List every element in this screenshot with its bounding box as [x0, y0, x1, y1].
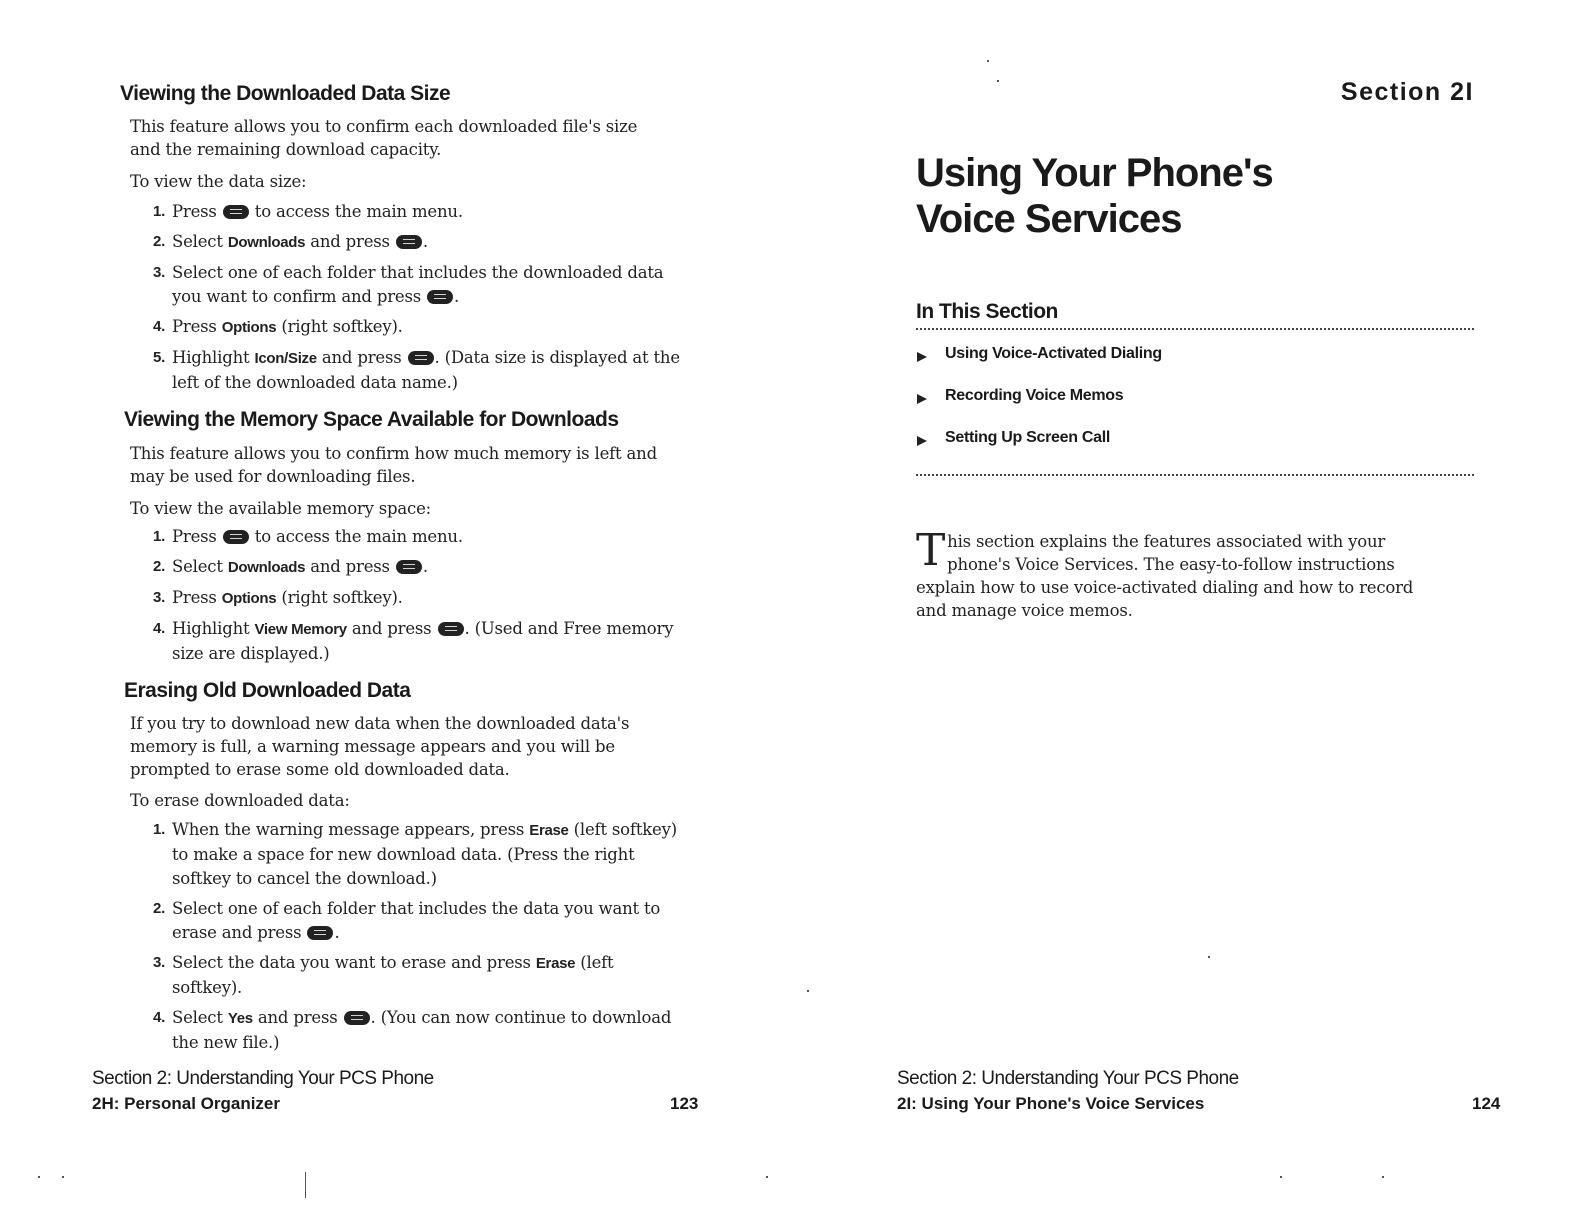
- step-item: 2. Select one of each folder that includes the data you want to erase and press .: [153, 899, 661, 942]
- step-item: 3. Select the data you want to erase and press Erase (left softkey).: [153, 953, 614, 997]
- step-item: 3. Select one of each folder that includes the downloaded data you want to confirm and press .: [153, 263, 664, 306]
- menu-ok-key-icon: [408, 351, 434, 365]
- menu-ok-key-icon: [396, 235, 422, 249]
- dotted-divider: [916, 328, 1474, 330]
- toc-item: Recording Voice Memos: [916, 387, 1162, 429]
- step-item: 4. Select Yes and press . (You can now continue to download the new file.): [153, 1008, 672, 1052]
- section-label: Section 2I: [1340, 78, 1474, 106]
- step-item: 1. Press to access the main menu.: [153, 527, 463, 546]
- footer-section: Section 2: Understanding Your PCS Phone: [92, 1068, 434, 1089]
- heading-erase-data: Erasing Old Downloaded Data: [124, 679, 411, 702]
- footer-section: Section 2: Understanding Your PCS Phone: [897, 1068, 1239, 1089]
- scan-mark: [766, 1176, 768, 1178]
- toc-item: Using Voice-Activated Dialing: [916, 345, 1162, 387]
- menu-ok-key-icon: [223, 205, 249, 219]
- triangle-bullet-icon: [917, 352, 927, 362]
- menu-ok-key-icon: [427, 290, 453, 304]
- lead-view-data-size: To view the data size:: [130, 172, 307, 191]
- toc-item: Setting Up Screen Call: [916, 429, 1162, 471]
- heading-view-data-size: Viewing the Downloaded Data Size: [120, 82, 451, 105]
- menu-ok-key-icon: [307, 926, 333, 940]
- step-item: 2. Select Downloads and press .: [153, 557, 428, 576]
- footer-subsection: 2H: Personal Organizer: [92, 1094, 281, 1113]
- step-item: 1. When the warning message appears, press Erase (left softkey) to make a space for new download data. (Press the right softkey to cancel the download.): [153, 820, 677, 888]
- page-number: 124: [1472, 1094, 1501, 1113]
- steps-erase-data: [153, 818, 683, 1061]
- scan-mark: [1208, 956, 1210, 958]
- chapter-title: [916, 150, 1273, 242]
- step-item: 3. Press Options (right softkey).: [153, 588, 403, 607]
- page-number: 123: [670, 1094, 699, 1113]
- lead-memory-space: To view the available memory space:: [130, 499, 432, 518]
- scan-mark: [305, 1172, 306, 1198]
- menu-ok-key-icon: [438, 622, 464, 636]
- triangle-bullet-icon: [917, 394, 927, 404]
- step-item: 2. Select Downloads and press .: [153, 232, 428, 251]
- menu-ok-key-icon: [344, 1011, 370, 1025]
- intro-paragraph: This section explains the features associated with your phone's Voice Services. The easy-to-follow instructions explain how to use voice-activated dialing and how to record and manage voice memos.: [916, 525, 1414, 620]
- scan-mark: [987, 60, 989, 62]
- menu-ok-key-icon: [223, 530, 249, 544]
- section-contents-list: [916, 345, 1162, 471]
- drop-cap: T: [916, 525, 946, 576]
- dotted-divider: [916, 474, 1474, 476]
- scan-mark: [1382, 1176, 1384, 1178]
- menu-ok-key-icon: [396, 560, 422, 574]
- heading-memory-space: Viewing the Memory Space Available for Downloads: [124, 408, 619, 431]
- chapter-title-line: Using Your Phone's: [916, 151, 1273, 195]
- steps-view-data-size: [153, 200, 683, 401]
- chapter-title-line: Voice Services: [916, 197, 1182, 241]
- steps-memory-space: [153, 525, 683, 672]
- in-this-section-heading: In This Section: [916, 300, 1058, 323]
- para-view-data-size: This feature allows you to confirm each downloaded file's size and the remaining download capacity.: [130, 117, 638, 159]
- scan-mark: [62, 1176, 64, 1178]
- step-item: 4. Highlight View Memory and press . (Used and Free memory size are displayed.): [153, 619, 674, 663]
- scan-mark: [1280, 1176, 1282, 1178]
- lead-erase-data: To erase downloaded data:: [130, 791, 350, 810]
- step-item: 5. Highlight Icon/Size and press . (Data size is displayed at the left of the downloaded data name.): [153, 348, 680, 392]
- scan-mark: [997, 80, 999, 82]
- step-item: 1. Press to access the main menu.: [153, 202, 463, 221]
- right-page: [792, 0, 1584, 1224]
- para-erase-data: If you try to download new data when the downloaded data's memory is full, a warning message appears and you will be prompted to erase some old downloaded data.: [130, 714, 630, 779]
- triangle-bullet-icon: [917, 436, 927, 446]
- para-memory-space: This feature allows you to confirm how much memory is left and may be used for downloading files.: [130, 444, 657, 486]
- scan-mark: [38, 1176, 40, 1178]
- step-item: 4. Press Options (right softkey).: [153, 317, 403, 336]
- scan-mark: [807, 990, 809, 992]
- footer-subsection: 2I: Using Your Phone's Voice Services: [897, 1094, 1205, 1113]
